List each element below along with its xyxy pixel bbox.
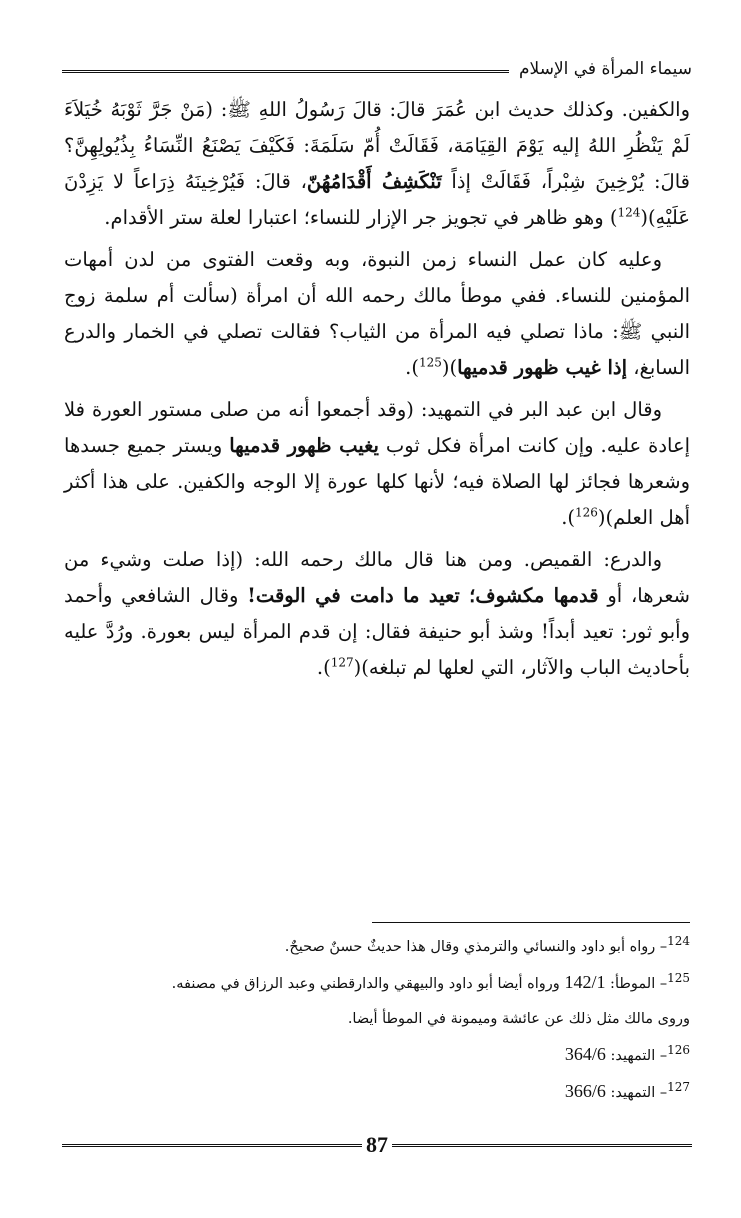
paragraph-text: ) وهو ظاهر في تجويز جر الإزار للنساء؛ اعتبارا لعلة ستر الأقدام.: [104, 206, 618, 229]
paragraph-text: ).: [561, 506, 575, 529]
paragraph-text: والدرع: القميص. ومن هنا قال مالك رحمه الله: (إذا صلت وشيء من شعرها، أو: [64, 548, 690, 607]
page-number: 87: [366, 1132, 388, 1157]
paragraph-text: والكفين. وكذلك حديث ابن عُمَرَ قالَ: قالَ رَسُولُ اللهِ ﷺ: (مَنْ جَرَّ ثَوْبَهُ خُيَلاَءَ لَمْ يَنْظُرِ اللهُ إليه يَوْمَ القِيَامَة، فَقَالَتْ أُمّ سَلَمَةَ: فَكَيْفَ يَصْنَعُ النِّسَاءُ بِذُيُولِهِنَّ؟ قالَ: يُرْخِينَ شِبْراً، فَقَالَتْ إذاً: [64, 98, 690, 193]
paragraph-3: [64, 392, 690, 536]
footnote-number: 127: [667, 1080, 690, 1095]
footnote-number: 126: [667, 1043, 690, 1058]
paragraph-text: ).: [405, 356, 419, 379]
paragraph-text: ، قالَ: فَيُرْخِينَهُ ذِرَاعاً لا يَزِدْنَ عَلَيْهِ)(: [64, 170, 690, 229]
paragraph-text: )(: [441, 356, 458, 379]
footnote-reference: 142/1: [564, 972, 606, 992]
paragraph-text: وقال الشافعي وأحمد وأبو ثور: تعيد أبداً! وشذ أبو حنيفة فقال: إن قدم المرأة ليس بعورة. ورُدَّ عليه بأحاديث الباب والآثار، التي لعلها لم تبلغه)(: [64, 584, 690, 679]
paragraph-2: [64, 242, 690, 386]
footnote-127: [64, 1074, 690, 1111]
bold-phrase: يغيب ظهور قدميها: [229, 434, 379, 457]
footnote-ref-124[interactable]: 124: [617, 205, 641, 220]
footnote-label: – التمهيد:: [605, 1085, 668, 1101]
bold-phrase: إذا غيب ظهور قدميها: [457, 356, 627, 379]
footnote-text: ورواه أيضا أبو داود والبيهقي والدارقطني وعبد الرزاق في مصنفه.: [171, 976, 565, 992]
paragraph-4: [64, 542, 690, 686]
main-text: [64, 92, 690, 692]
footnote-124: [64, 930, 690, 965]
footnote-label: – الموطأ:: [605, 976, 668, 992]
footnote-number: 125: [667, 971, 690, 986]
footnote-125: [64, 965, 690, 1002]
footnote-126: [64, 1037, 690, 1074]
footnote-ref-125[interactable]: 125: [418, 355, 442, 370]
running-header-title: سيماء المرأة في الإسلام: [519, 59, 692, 79]
footnote-number: 124: [667, 934, 690, 949]
footnote-text: وروى مالك مثل ذلك عن عائشة وميمونة في الموطأ أيضا.: [347, 1011, 690, 1027]
footnote-ref-126[interactable]: 126: [575, 505, 598, 520]
footer-rule-right: [392, 1144, 692, 1147]
paragraph-1: [64, 92, 690, 236]
paragraph-text: وقال ابن عبد البر في التمهيد: (وقد أجمعوا أنه من صلى مستور العورة فلا إعادة عليه. وإن كانت امرأة فكل ثوب: [64, 398, 691, 457]
footnotes: [64, 930, 690, 1111]
footnote-ref-127[interactable]: 127: [330, 655, 354, 670]
footnote-text: – رواه أبو داود والنسائي والترمذي وقال هذا حديثٌ حسنٌ صحيحٌ.: [284, 939, 668, 955]
paragraph-text: ).: [316, 656, 331, 679]
running-header: [62, 52, 692, 86]
footnote-reference: 364/6: [564, 1044, 606, 1064]
footnote-separator: [372, 922, 690, 923]
bold-phrase: قدمها مكشوف؛ تعيد ما دامت في الوقت!: [247, 584, 599, 607]
paragraph-text: ويستر جميع جسدها وشعرها فجائز لها الصلاة فيه؛ لأنها كلها عورة إلا الوجه والكفين. على هذا أكثر أهل العلم)(: [64, 434, 690, 529]
footnote-label: – التمهيد:: [605, 1048, 668, 1064]
bold-phrase: تَنْكَشِفُ أَقْدَامُهُنّ: [306, 170, 442, 193]
header-double-rule: [62, 70, 509, 73]
footer-rule-left: [62, 1144, 362, 1147]
page-footer: [62, 1128, 692, 1162]
footnote-125-continued: [64, 1002, 690, 1037]
paragraph-text: وعليه كان عمل النساء زمن النبوة، وبه وقعت الفتوى من لدن أمهات المؤمنين للنساء. ففي موطأ مالك رحمه الله أن امرأة (سألت أم سلمة زوج النبي ﷺ: ماذا تصلي فيه المرأة من الثياب؟ فقالت تصلي في الخمار والدرع السابغ،: [64, 248, 690, 379]
footnote-reference: 366/6: [564, 1081, 606, 1101]
